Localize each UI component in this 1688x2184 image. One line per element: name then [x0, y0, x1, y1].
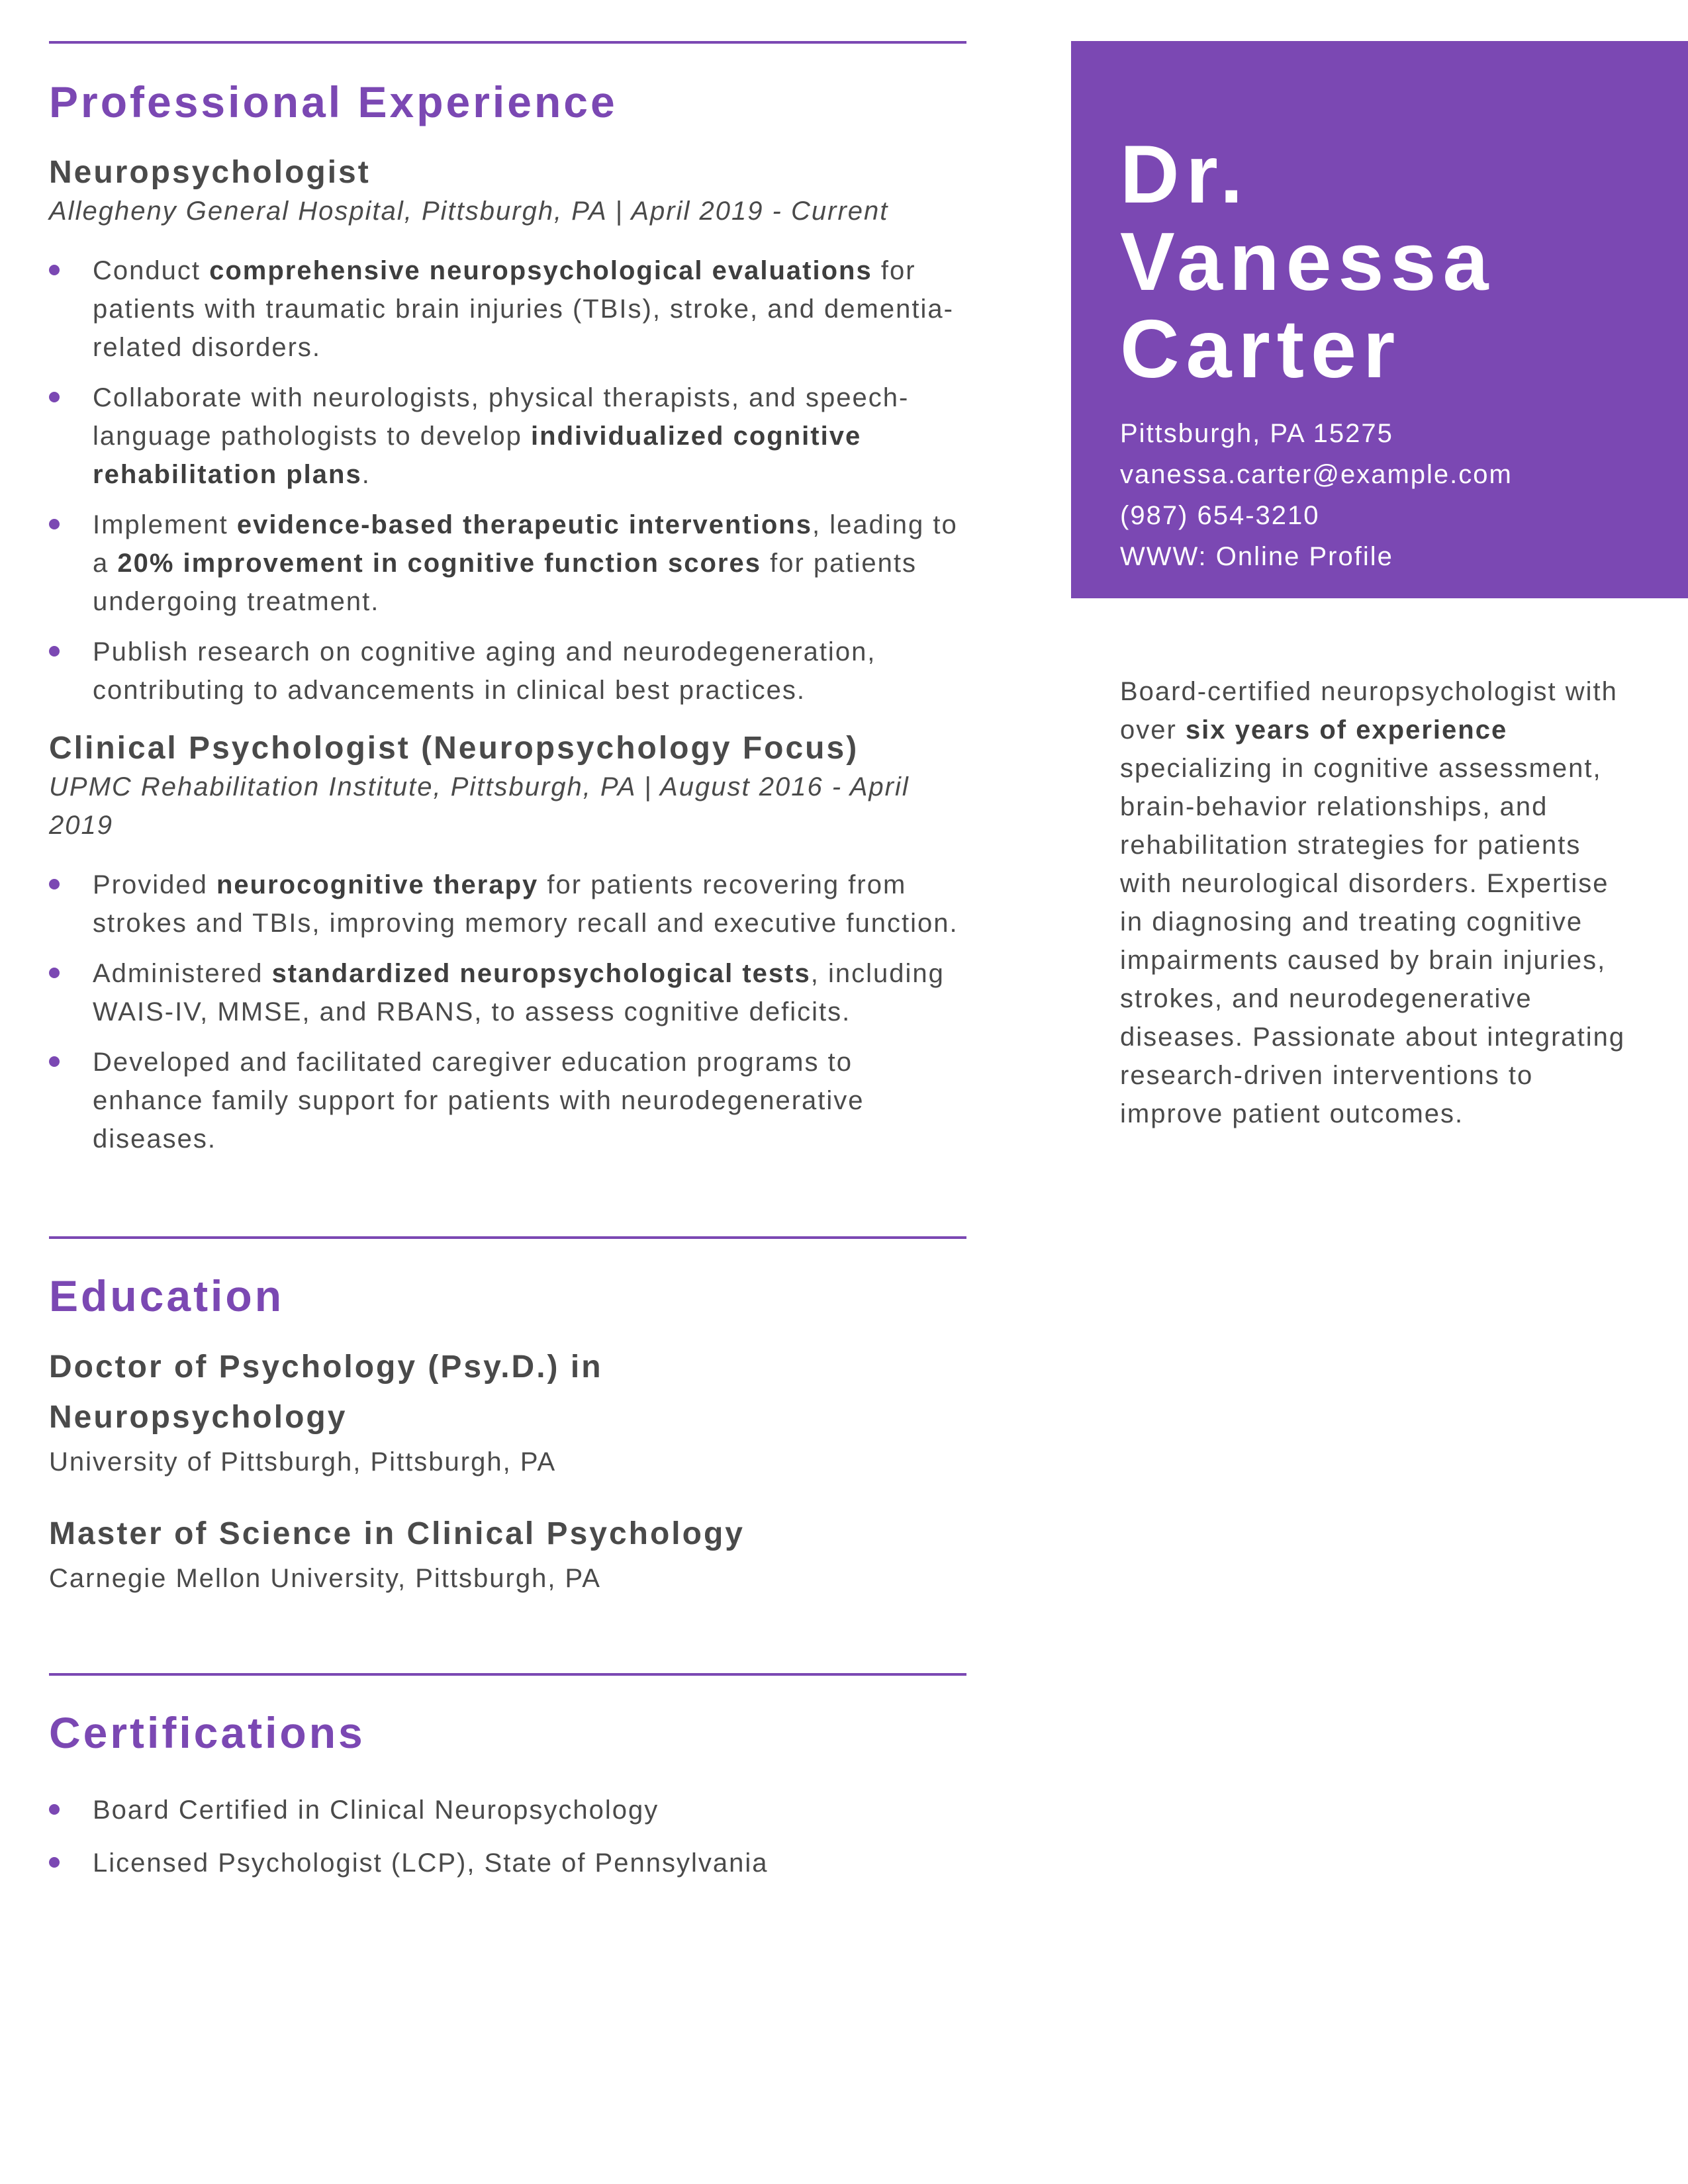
education-heading: Education — [49, 1271, 285, 1320]
job-meta — [49, 192, 966, 230]
certification-text: Board Certified in Clinical Neuropsychology — [93, 1796, 659, 1825]
certification-item — [49, 1791, 966, 1829]
degree-title: Master of Science in Clinical Psychology — [49, 1516, 745, 1551]
website-link[interactable]: WWW: Online Profile — [1120, 542, 1393, 571]
bullet-icon — [49, 1857, 60, 1868]
phone-text: (987) 654-3210 — [1120, 501, 1320, 530]
job-entry — [49, 729, 966, 1158]
name-line: Dr. — [1120, 129, 1250, 220]
section-divider — [49, 1236, 966, 1239]
bullet-text: Implement — [93, 510, 237, 539]
bullet-icon — [49, 519, 60, 529]
degree-title: Doctor of Psychology (Psy.D.) in Neuropsychology — [49, 1349, 603, 1435]
education-entry — [49, 1342, 684, 1481]
bullet-text: , including WAIS-IV, MMSE, and RBANS, to assess cognitive deficits. — [93, 959, 945, 1026]
job-company: UPMC Rehabilitation Institute — [49, 772, 434, 801]
certifications-heading: Certifications — [49, 1708, 365, 1757]
bullet-bold: evidence-based therapeutic interventions — [236, 510, 812, 539]
header-box — [1071, 41, 1688, 598]
job-location-dates: , Pittsburgh, PA | April 2019 - Current — [404, 197, 889, 226]
summary-text: specializing in cognitive assessment, brain-behavior relationships, and rehabilitation strategies for patients with neurological disorders. Expertise in diagnosing and treating cognitive impairments caused by brain injuries, strokes, and neurodegenerative diseases. Passionate about integrating research-driven interventions to improve patient outcomes. — [1120, 754, 1626, 1128]
bullet-text: Developed and facilitated caregiver education programs to enhance family support for patients with neurodegenerative diseases. — [93, 1048, 865, 1154]
email-link[interactable]: vanessa.carter@example.com — [1120, 460, 1513, 489]
bullet-text: . — [361, 460, 371, 489]
summary-bold: six years of experience — [1185, 715, 1508, 745]
bullet-icon — [49, 1056, 60, 1067]
bullet-text: for patients recovering from strokes and TBIs, improving memory recall and executive function. — [93, 870, 959, 938]
job-entry — [49, 154, 966, 709]
school-name: University of Pittsburgh, Pittsburgh, PA — [49, 1447, 557, 1477]
job-bullet — [49, 1043, 966, 1158]
contact-info — [1120, 413, 1688, 577]
bullet-icon — [49, 646, 60, 657]
bullet-text: for patients with traumatic brain injuries (TBIs), stroke, and dementia-related disorders. — [93, 256, 954, 362]
main-column — [49, 41, 966, 1882]
name-line: Vanessa — [1120, 216, 1495, 308]
summary-text: Board-certified neuropsychologist with over — [1120, 677, 1618, 745]
bullet-text: for patients undergoing treatment. — [93, 549, 917, 616]
section-divider — [49, 1673, 966, 1676]
job-company: Allegheny General Hospital — [49, 197, 404, 226]
bullet-icon — [49, 265, 60, 275]
bullet-text: Collaborate with neurologists, physical therapists, and speech-language pathologists to develop — [93, 383, 910, 451]
certifications-list — [49, 1791, 966, 1882]
bullet-icon — [49, 392, 60, 402]
certification-item — [49, 1844, 966, 1882]
bullet-bold: 20% improvement in cognitive function scores — [117, 549, 762, 578]
certification-text: Licensed Psychologist (LCP), State of Pennsylvania — [93, 1848, 769, 1878]
bullet-text: Administered — [93, 959, 272, 988]
job-bullet — [49, 379, 966, 494]
job-title: Clinical Psychologist (Neuropsychology Focus) — [49, 731, 859, 766]
bullet-text: Provided — [93, 870, 216, 899]
section-divider — [49, 41, 966, 44]
bullet-icon — [49, 968, 60, 978]
job-meta — [49, 768, 966, 844]
education-entry — [49, 1509, 966, 1598]
job-bullet — [49, 866, 966, 942]
job-bullet — [49, 251, 966, 367]
bullet-bold: comprehensive neuropsychological evaluations — [209, 256, 872, 285]
bullet-bold: neurocognitive therapy — [216, 870, 539, 899]
job-location-dates: , Pittsburgh, PA | August 2016 - April 2019 — [49, 772, 910, 840]
job-title: Neuropsychologist — [49, 155, 371, 190]
job-bullets — [49, 866, 966, 1158]
job-bullets — [49, 251, 966, 709]
job-bullet — [49, 633, 966, 709]
bullet-bold: individualized cognitive rehabilitation plans — [93, 422, 862, 489]
bullet-icon — [49, 879, 60, 889]
bullet-bold: standardized neuropsychological tests — [271, 959, 811, 988]
job-bullet — [49, 506, 966, 621]
name-line: Carter — [1120, 304, 1402, 395]
bullet-text: Publish research on cognitive aging and neurodegeneration, contributing to advancements in clinical best practices. — [93, 637, 876, 705]
address-text: Pittsburgh, PA 15275 — [1120, 419, 1393, 448]
bullet-icon — [49, 1804, 60, 1815]
candidate-name — [1120, 131, 1688, 393]
job-bullet — [49, 954, 966, 1031]
experience-heading: Professional Experience — [49, 77, 618, 126]
bullet-text: , leading to a — [93, 510, 958, 578]
school-name: Carnegie Mellon University, Pittsburgh, PA — [49, 1564, 601, 1593]
bullet-text: Conduct — [93, 256, 210, 285]
professional-summary — [1120, 672, 1636, 1133]
